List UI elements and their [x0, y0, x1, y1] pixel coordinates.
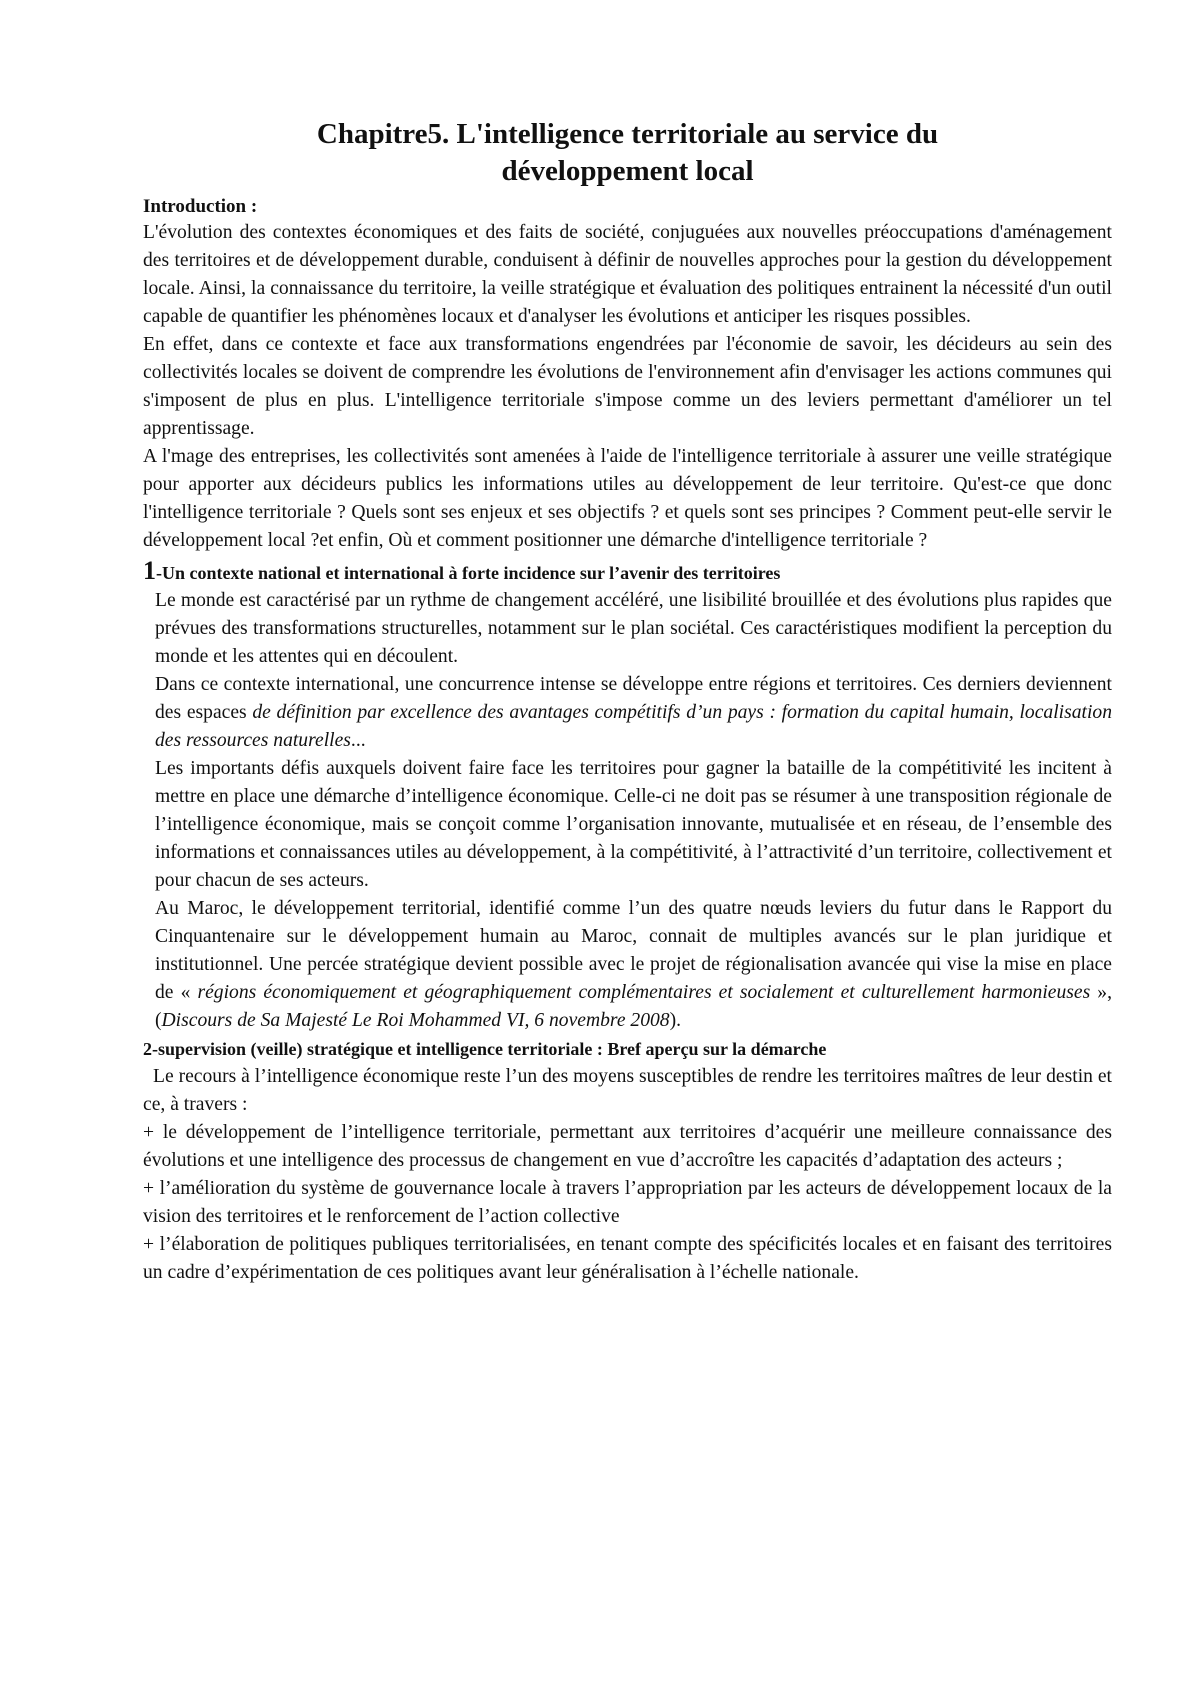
section-1-paragraph-4-start: Au Maroc, le développement territorial, identifié comme l’un des quatre nœuds leviers du futur dans le Rapport du Cinquantenaire sur le développement humain au Maroc, connait de multiples avancés sur le plan juridique et institutionnel. Une percée stratégique devient possible avec le projet de régionalisation avancée qui vise la mise en place de « — [155, 898, 1112, 1003]
intro-paragraph-1: L'évolution des contextes économiques et des faits de société, conjuguées aux nouvelles préoccupations d'aménagement des territoires et de développement durable, conduisent à définir de nouvelles approches pour la gestion du développement locale. Ainsi, la connaissance du territoire, la veille stratégique et évaluation des politiques entrainent la nécessité d'un outil capable de quantifier les phénomènes locaux et d'analyser les évolutions et anticiper les risques possibles. — [143, 222, 1112, 327]
section-1-paragraph-3: Les importants défis auxquels doivent faire face les territoires pour gagner la bataille de la compétitivité les incitent à mettre en place une démarche d’intelligence économique. Celle-ci ne doit pas se résumer à une transposition régionale de l’intelligence économique, mais se conçoit comme l’organisation innovante, mutualisée et en réseau, de l’ensemble des informations et connaissances utiles au développement, à la compétitivité, à l’attractivité d’un territoire, collectivement et pour chacun de ses acteurs. — [155, 758, 1112, 891]
section-1-heading — [143, 557, 1112, 587]
section-1-paragraph-4 — [155, 895, 1112, 1035]
section-1-paragraph-1: Le monde est caractérisé par un rythme de changement accéléré, une lisibilité brouillée et des évolutions plus rapides que prévues des transformations structurelles, notamment sur le plan sociétal. Ces caractéristiques modifient la perception du monde et les attentes qui en découlent. — [155, 590, 1112, 667]
section-1-heading-text: -Un contexte national et international à forte incidence sur l’avenir des territoires — [156, 563, 781, 583]
section-1-paragraph-2 — [155, 671, 1112, 755]
section-1-number: 1 — [143, 556, 156, 585]
section-2-heading: 2-supervision (veille) stratégique et intelligence territoriale : Bref aperçu sur la démarche — [143, 1039, 827, 1059]
section-2 — [143, 1035, 1112, 1287]
introduction-section — [143, 194, 1112, 555]
section-1-paragraph-2-start: Dans ce contexte international, une concurrence intense se développe entre régions et territoires. Ces derniers deviennent des espaces — [155, 674, 1112, 723]
introduction-heading: Introduction : — [143, 196, 258, 217]
section-1-paragraph-4-mid: », ( — [155, 982, 1113, 1031]
section-1-paragraph-4-italic-1: régions économiquement et géographiquement complémentaires et socialement et culturellement harmonieuses — [197, 982, 1091, 1003]
section-1-body — [143, 587, 1112, 1035]
section-1-paragraph-2-end: ... — [350, 730, 366, 751]
section-2-list-item-2: + l’amélioration du système de gouvernance locale à travers l’appropriation par les acteurs de développement locaux de la vision des territoires et le renforcement de l’action collective — [143, 1178, 1112, 1227]
intro-paragraph-3: A l'mage des entreprises, les collectivités sont amenées à l'aide de l'intelligence territoriale à assurer une veille stratégique pour apporter aux décideurs publics les informations utiles au développement de leur territoire. Qu'est-ce que donc l'intelligence territoriale ? Quels sont ses enjeux et ses objectifs ? et quels sont ses principes ? Comment peut-elle servir le développement local ?et enfin, Où et comment positionner une démarche d'intelligence territoriale ? — [143, 446, 1112, 551]
section-2-list-item-1: + le développement de l’intelligence territoriale, permettant aux territoires d’acquérir une meilleure connaissance des évolutions et une intelligence des processus de changement en vue d’accroître les capacités d’adaptation des acteurs ; — [143, 1122, 1112, 1171]
chapter-title-line-2: développement local — [501, 155, 754, 187]
section-1-paragraph-4-italic-2: Discours de Sa Majesté Le Roi Mohammed VI, 6 novembre 2008 — [161, 1010, 670, 1031]
section-1-paragraph-2-italic: de définition par excellence des avantages compétitifs d’un pays : formation du capital humain, localisation des ressources naturelles — [155, 702, 1112, 751]
section-1 — [143, 557, 1112, 1035]
chapter-title-line-1: Chapitre5. L'intelligence territoriale au service du — [316, 118, 939, 150]
section-2-paragraph-1: Le recours à l’intelligence économique reste l’un des moyens susceptibles de rendre les territoires maîtres de leur destin et ce, à travers : — [143, 1066, 1112, 1115]
chapter-title — [143, 116, 1112, 190]
section-1-paragraph-4-end: ). — [669, 1010, 682, 1031]
intro-paragraph-2: En effet, dans ce contexte et face aux transformations engendrées par l'économie de savoir, les décideurs au sein des collectivités locales se doivent de comprendre les évolutions de l'environnement afin d'envisager les actions communes qui s'imposent de plus en plus. L'intelligence territoriale s'impose comme un des leviers permettant d'améliorer un tel apprentissage. — [143, 334, 1112, 439]
section-2-list-item-3: + l’élaboration de politiques publiques territorialisées, en tenant compte des spécificités locales et en faisant des territoires un cadre d’expérimentation de ces politiques avant leur généralisation à l’échelle nationale. — [143, 1234, 1112, 1283]
